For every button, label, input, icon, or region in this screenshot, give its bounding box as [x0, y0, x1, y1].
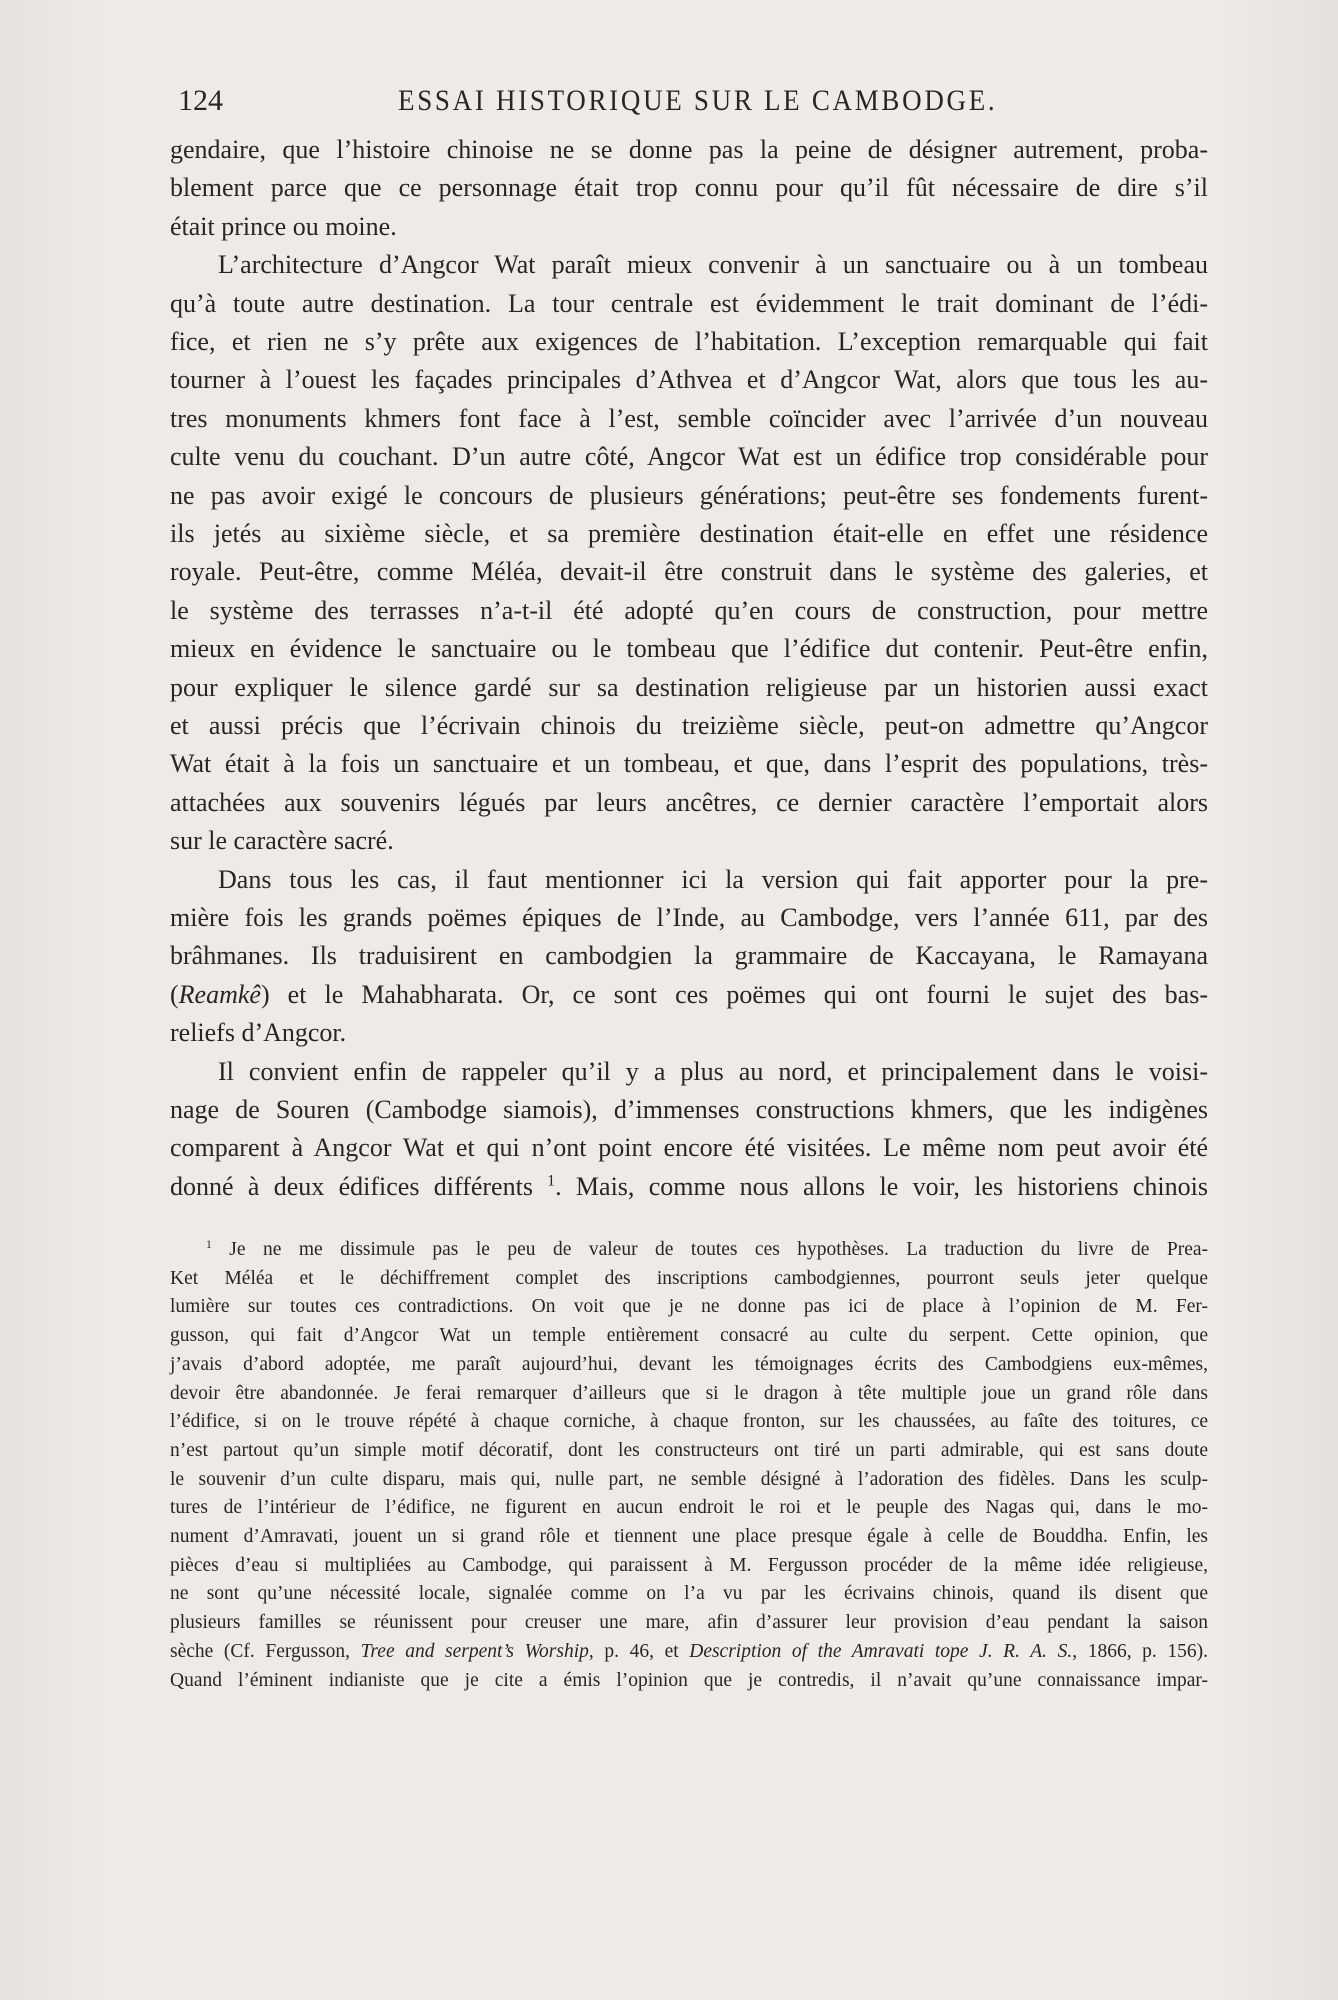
footnote-marker: 1 [547, 1172, 556, 1190]
footnote [170, 1237, 1208, 1697]
italic-text: Tree and serpent’s Worship [360, 1640, 589, 1662]
text-segment: sèche (Cf. Fergusson, [170, 1640, 361, 1662]
footnote-line: gusson, qui fait d’Angcor Wat un temple entièrement consacré au culte du serpent. Cette opinion, que [170, 1325, 1208, 1347]
text-line: le système des terrasses n’a-t-il été adopté qu’en cours de construction, pour mettre [170, 595, 1208, 625]
text-segment: . Mais, comme nous allons le voir, les historiens chinois [555, 1171, 1208, 1201]
text-line: culte venu du couchant. D’un autre côté, Angcor Wat est un édifice trop considérable pour [170, 442, 1208, 472]
text-line: tourner à l’ouest les façades principales d’Athvea et d’Angcor Wat, alors que tous les au- [170, 365, 1208, 395]
footnote-line [170, 1237, 1208, 1263]
text-segment: , p. 46, et [588, 1640, 690, 1662]
text-line: brâhmanes. Ils traduisirent en cambodgien la grammaire de Kaccayana, le Ramayana [170, 941, 1208, 971]
text-line: nage de Souren (Cambodge siamois), d’immenses constructions khmers, que les indigènes [170, 1095, 1208, 1124]
text-segment: ) et le Mahabharata. Or, ce sont ces poëmes qui ont fourni le sujet des bas- [260, 979, 1208, 1009]
text-line: et aussi précis que l’écrivain chinois du treizième siècle, peut-on admettre qu’Angcor [170, 711, 1208, 740]
text-line: gendaire, que l’histoire chinoise ne se donne pas la peine de désigner autrement, proba- [170, 135, 1208, 164]
footnote-line: Ket Méléa et le déchiffrement complet des inscriptions cambodgiennes, pourront seuls jeter quelque [170, 1267, 1208, 1289]
text-line: Il convient enfin de rappeler qu’il y a plus au nord, et principalement dans le voisi- [218, 1056, 1208, 1086]
text-line: blement parce que ce personnage était trop connu pour qu’il fût nécessaire de dire s’il [170, 173, 1208, 203]
text-segment: ( [170, 979, 179, 1009]
footnote-line: n’est partout qu’un simple motif décoratif, dont les constructeurs ont tiré un parti admirable, qui est sans doute [170, 1439, 1208, 1461]
text-line: qu’à toute autre destination. La tour centrale est évidemment le trait dominant de l’édi- [170, 288, 1208, 318]
text-line: reliefs d’Angcor. [170, 1018, 347, 1048]
text-line: mière fois les grands poëmes épiques de l’Inde, au Cambodge, vers l’année 611, par des [170, 903, 1208, 932]
footnote-marker: 1 [206, 1237, 212, 1251]
main-text [170, 133, 1208, 1213]
text-line: Wat était à la fois un sanctuaire et un tombeau, et que, dans l’esprit des populations, très- [170, 749, 1208, 779]
text-line [170, 1170, 1208, 1204]
footnote-line: Quand l’éminent indianiste que je cite a émis l’opinion que je contredis, il n’avait qu’une connaissance impar- [170, 1669, 1208, 1691]
footnote-line [170, 1639, 1208, 1665]
running-title: ESSAI HISTORIQUE SUR LE CAMBODGE. [398, 84, 998, 117]
text-line: comparent à Angcor Wat et qui n’ont point encore été visitées. Le même nom peut avoir été [170, 1133, 1208, 1163]
page-number: 124 [178, 84, 223, 117]
footnote-line: tures de l’intérieur de l’édifice, ne figurent en aucun endroit le roi et le peuple des Nagas qui, dans le mo- [170, 1497, 1208, 1519]
text-line: était prince ou moine. [170, 211, 397, 241]
text-line: ne pas avoir exigé le concours de plusieurs générations; peut-être ses fondements furent- [170, 480, 1208, 510]
footnote-line: devoir être abandonnée. Je ferai remarquer d’ailleurs que si le dragon à tête multiple joue un grand rôle dans [170, 1382, 1208, 1404]
text-line: fice, et rien ne s’y prête aux exigences de l’habitation. L’exception remarquable qui fait [170, 327, 1208, 356]
italic-text: Reamkê [178, 979, 261, 1009]
text-segment: donné à deux édifices différents [170, 1171, 548, 1201]
italic-text: Description of the Amravati tope J. R. A. S. [689, 1640, 1073, 1662]
text-line: tres monuments khmers font face à l’est, semble coïncider avec l’arrivée d’un nouveau [170, 403, 1208, 433]
footnote-line: plusieurs familles se réunissent pour creuser une mare, afin d’assurer leur provision d’eau pendant la saison [170, 1612, 1208, 1634]
text-line: royale. Peut-être, comme Méléa, devait-il être construit dans le système des galeries, et [170, 557, 1208, 587]
text-line: ils jetés au sixième siècle, et sa première destination était-elle en effet une résidence [170, 519, 1208, 548]
text-line: attachées aux souvenirs légués par leurs ancêtres, ce dernier caractère l’emportait alors [170, 787, 1208, 817]
text-segment: , 1866, p. 156). [1072, 1640, 1208, 1662]
text-line [170, 978, 1208, 1012]
footnote-line: nument d’Amravati, jouent un si grand rôle et tiennent une place presque égale à celle de Bouddha. Enfin, les [170, 1526, 1208, 1547]
text-line: sur le caractère sacré. [170, 826, 394, 856]
text-line: pour expliquer le silence gardé sur sa destination religieuse par un historien aussi exact [170, 672, 1208, 702]
text-segment: Je ne me dissimule pas le peu de valeur de toutes ces hypothèses. La traduction du livre de Prea- [211, 1239, 1208, 1260]
text-line: Dans tous les cas, il faut mentionner ici la version qui fait apporter pour la pre- [218, 864, 1208, 894]
text-line: L’architecture d’Angcor Wat paraît mieux convenir à un sanctuaire ou à un tombeau [218, 250, 1208, 280]
text-line: mieux en évidence le sanctuaire ou le tombeau que l’édifice dut contenir. Peut-être enfin, [170, 634, 1208, 664]
footnote-line: pièces d’eau si multipliées au Cambodge, qui paraissent à M. Fergusson procéder de la même idée religieuse, [170, 1554, 1208, 1576]
footnote-line: l’édifice, si on le trouve répété à chaque corniche, à chaque fronton, sur les chaussées, au faîte des toitures, ce [170, 1411, 1208, 1433]
footnote-line: ne sont qu’une nécessité locale, signalée comme on l’a vu par les écrivains chinois, quand ils disent que [170, 1583, 1208, 1605]
footnote-line: lumière sur toutes ces contradictions. On voit que je ne donne pas ici de place à l’opinion de M. Fer- [170, 1296, 1208, 1318]
footnote-line: le souvenir d’un culte disparu, mais qui, nulle part, ne semble désigné à l’adoration des fidèles. Dans les sculp- [170, 1468, 1208, 1490]
footnote-line: j’avais d’abord adoptée, me paraît aujourd’hui, devant les témoignages écrits des Cambodgiens eux-mêmes, [170, 1353, 1208, 1375]
